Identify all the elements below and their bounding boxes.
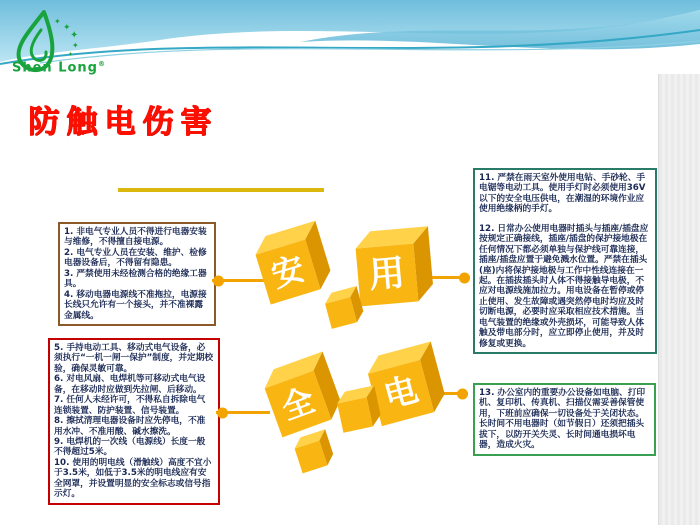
svg-text:✦: ✦ bbox=[72, 41, 79, 50]
rule-item: 13. 办公室内的重要办公设备如电脑、打印机、复印机、传真机、扫描仪需妥善保管使用，下班前应确保一切设备处于关闭状态。长时间不用电器时（如节假日）还须把插头拔下，以防开关失灵、长时间通电损坏电器，造成火灾。 bbox=[479, 388, 646, 451]
rules-box-equipment bbox=[48, 338, 220, 505]
title-underline-bar bbox=[118, 188, 324, 192]
rule-item: 4. 移动电器电源线不准拖拉，电源接长线只允许有一个接头，并不准裸露金属线。 bbox=[64, 289, 207, 321]
connector-line-bottom-left bbox=[216, 411, 270, 414]
rule-item: 3. 严禁使用未经检测合格的绝缘工器具。 bbox=[64, 268, 207, 290]
cube-label: 电 bbox=[379, 369, 423, 416]
brand-logo bbox=[8, 8, 148, 80]
page-edge-strip bbox=[658, 74, 700, 525]
rule-item: 6. 对电风扇、电焊机等可移动式电气设备，在移动时应做到先拉闸、后移动。 bbox=[54, 374, 206, 395]
connector-dot bbox=[213, 275, 224, 286]
rule-item: 1. 非电气专业人员不得进行电器安装与维修，不得擅自接电源。 bbox=[64, 227, 207, 248]
cube-an bbox=[256, 240, 321, 305]
cube-yong bbox=[356, 244, 419, 307]
connector-dot bbox=[217, 407, 228, 418]
cube-label: 全 bbox=[276, 380, 320, 428]
rule-item: 11. 严禁在雨天室外使用电钻、手砂轮、手电锯等电动工具。使用手灯时必须使用36V以下的安全电压供电，在潮湿的环境作业应使用绝缘柄的手灯。 bbox=[479, 173, 646, 215]
connector-dot bbox=[457, 388, 468, 399]
connector-line-top-right bbox=[428, 276, 470, 279]
rule-item: 5. 手持电动工具、移动式电气设备，必须执行“一机一闸一保护”制度，并定期校验，确保灵敏可靠。 bbox=[54, 343, 214, 374]
rule-item: 10. 使用的明电线（滑触线）高度不宜小于3.5米，如低于3.5米的明电线应有安全网罩，并设置明显的安全标志或信号指示灯。 bbox=[54, 457, 212, 500]
cube-small-blank bbox=[295, 441, 328, 474]
brand-name: Shen Long bbox=[12, 60, 98, 76]
cube-label: 用 bbox=[367, 252, 407, 297]
svg-text:✦: ✦ bbox=[68, 51, 74, 58]
connector-line-top-left bbox=[212, 279, 264, 282]
page-title: 防触电伤害 bbox=[28, 104, 218, 140]
cube-face-front bbox=[356, 244, 419, 307]
connector-dot bbox=[459, 272, 470, 283]
svg-text:✦: ✦ bbox=[63, 23, 71, 33]
rule-item: 7. 任何人未经许可，不得私自拆除电气连锁装置、防护装置、信号装置。 bbox=[54, 395, 206, 416]
svg-text:✦: ✦ bbox=[70, 30, 79, 41]
rule-item: 2. 电气专业人员在安装、维护、检修电器设备后，不得留有隐患。 bbox=[64, 247, 207, 269]
rule-item: 8. 擦拭清理电器设备时应先停电，不准用水冲、不准用酸、碱水擦洗。 bbox=[54, 416, 206, 437]
rules-box-office-devices bbox=[473, 383, 656, 456]
logo-stars-icon bbox=[54, 17, 79, 58]
cube-label: 安 bbox=[266, 248, 309, 295]
rules-box-outdoor-and-office bbox=[473, 168, 657, 354]
cube-small-blank bbox=[337, 397, 373, 433]
rule-item: 12. 日常办公使用电器时插头与插座/插盘应按规定正确接线，插座/插盘的保护接地极在任何情况下都必须单独与保护线可靠连接，插座/插盘应置于避免溅水位置。严禁在插头(座)内将保护接地极与工作中性线连接在一起。在插拔插头时人体不得接触导电极，不应对电源线施加拉力。用电设备在暂停或停止使用、发生故障或遇突然停电时均应及时切断电源，必要时应采取相应技术措施。当电气装置的绝缘或外壳损坏，可能导致人体触及带电部分时，应立即停止使用，并及时修复或更换。 bbox=[479, 223, 649, 349]
cube-small-blank bbox=[325, 297, 357, 329]
registered-mark: ® bbox=[98, 60, 106, 68]
rules-box-installation bbox=[58, 222, 216, 326]
cube-quan bbox=[265, 371, 332, 438]
cube-face-front bbox=[337, 397, 373, 433]
rule-item: 9. 电焊机的一次线（电源线）长度一般不得超过5米。 bbox=[54, 436, 206, 458]
svg-text:✦: ✦ bbox=[54, 17, 61, 26]
